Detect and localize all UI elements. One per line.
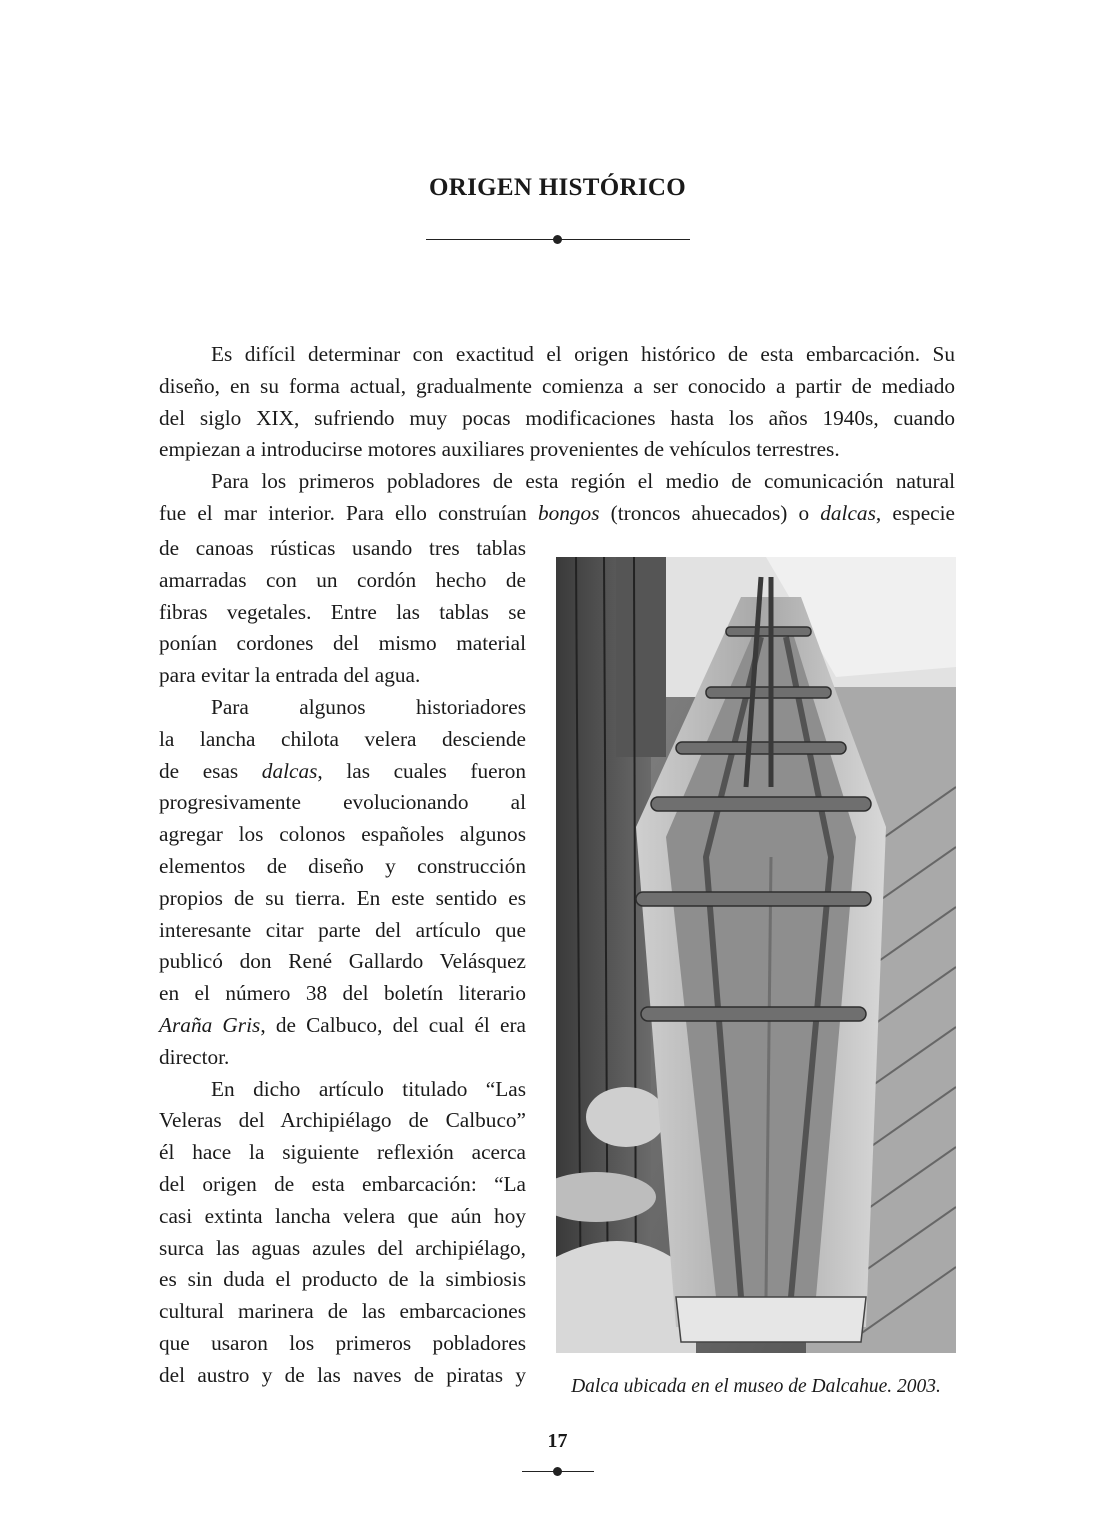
ornament-dot (553, 1467, 562, 1476)
text-run-italic: dalcas (820, 500, 876, 525)
text-line: fibras vegetales. Entre las tablas se (159, 599, 526, 624)
text-line (159, 498, 955, 530)
text-line: director. (159, 1044, 230, 1069)
dalca-photo-illustration (556, 557, 956, 1353)
text-line: En dicho artículo titulado “Las (211, 1076, 526, 1101)
intro-paragraphs (159, 339, 955, 530)
text-run: , especie (875, 500, 955, 525)
page-number: 17 (547, 1430, 568, 1452)
ornament-dot (553, 235, 562, 244)
text-run: , las cuales fueron (317, 758, 526, 783)
paragraph-4 (159, 1074, 526, 1392)
text-line: de canoas rústicas usando tres tablas (159, 536, 526, 560)
text-line: Para los primeros pobladores de esta región el medio de comunicación natural (211, 469, 955, 494)
text-run: , de Calbuco, del cual él era (260, 1012, 526, 1037)
text-line: Para algunos historiadores (211, 694, 526, 719)
text-line: para evitar la entrada del agua. (159, 663, 421, 688)
left-column (159, 533, 526, 1392)
text-line: cultural marinera de las embarcaciones (159, 1299, 526, 1324)
text-line: es sin duda el producto de la simbiosis (159, 1267, 526, 1292)
text-line: del siglo XIX, sufriendo muy pocas modificaciones hasta los años 1940s, cuando (159, 405, 955, 430)
page-title: ORIGEN HISTÓRICO (429, 174, 686, 201)
text-line: él hace la siguiente reflexión acerca (159, 1140, 526, 1165)
text-line: del origen de esta embarcación: “La (159, 1171, 526, 1196)
text-run-italic: bongos (537, 500, 600, 525)
text-line: elementos de diseño y construcción (159, 853, 526, 878)
text-line: Es difícil determinar con exactitud el origen histórico de esta embarcación. Su (211, 342, 955, 366)
text-line: agregar los colonos españoles algunos (159, 822, 526, 847)
text-line: la lancha chilota velera desciende (159, 726, 526, 751)
text-line: diseño, en su forma actual, gradualmente comienza a ser conocido a partir de mediado (159, 373, 955, 398)
text-run-italic: dalcas (261, 758, 318, 783)
paragraph-2-cont (159, 533, 526, 692)
text-line: empiezan a introducirse motores auxiliares provenientes de vehículos terrestres. (159, 437, 840, 462)
text-run: (troncos ahuecados) o (599, 500, 821, 525)
text-line: en el número 38 del boletín literario (159, 981, 526, 1006)
text-line (159, 756, 526, 788)
paragraph-1 (159, 339, 955, 466)
text-line: Veleras del Archipiélago de Calbuco” (159, 1108, 526, 1133)
figure-caption: Dalca ubicada en el museo de Dalcahue. 2003. (571, 1376, 941, 1397)
text-line: progresivamente evolucionando al (159, 790, 526, 815)
text-line: que usaron los primeros pobladores (159, 1330, 526, 1355)
text-line: interesante citar parte del artículo que (159, 917, 526, 942)
text-line: ponían cordones del mismo material (159, 631, 526, 656)
text-run: fue el mar interior. Para ello construían (159, 500, 527, 525)
paragraph-3 (159, 692, 526, 1074)
dalca-photo (556, 557, 956, 1353)
title-ornament (426, 232, 690, 246)
text-run-italic: Araña Gris (159, 1012, 261, 1037)
text-line (159, 1010, 526, 1042)
footer-ornament (522, 1465, 594, 1477)
paragraph-2-start (159, 466, 955, 530)
text-line: surca las aguas azules del archipiélago, (159, 1235, 526, 1260)
text-line: propios de su tierra. En este sentido es (159, 885, 526, 910)
text-line: amarradas con un cordón hecho de (159, 567, 526, 592)
text-line: casi extinta lancha velera que aún hoy (159, 1203, 526, 1228)
text-line: publicó don René Gallardo Velásquez (159, 949, 526, 974)
text-run: de esas (159, 758, 262, 783)
text-line: del austro y de las naves de piratas y (159, 1362, 526, 1387)
